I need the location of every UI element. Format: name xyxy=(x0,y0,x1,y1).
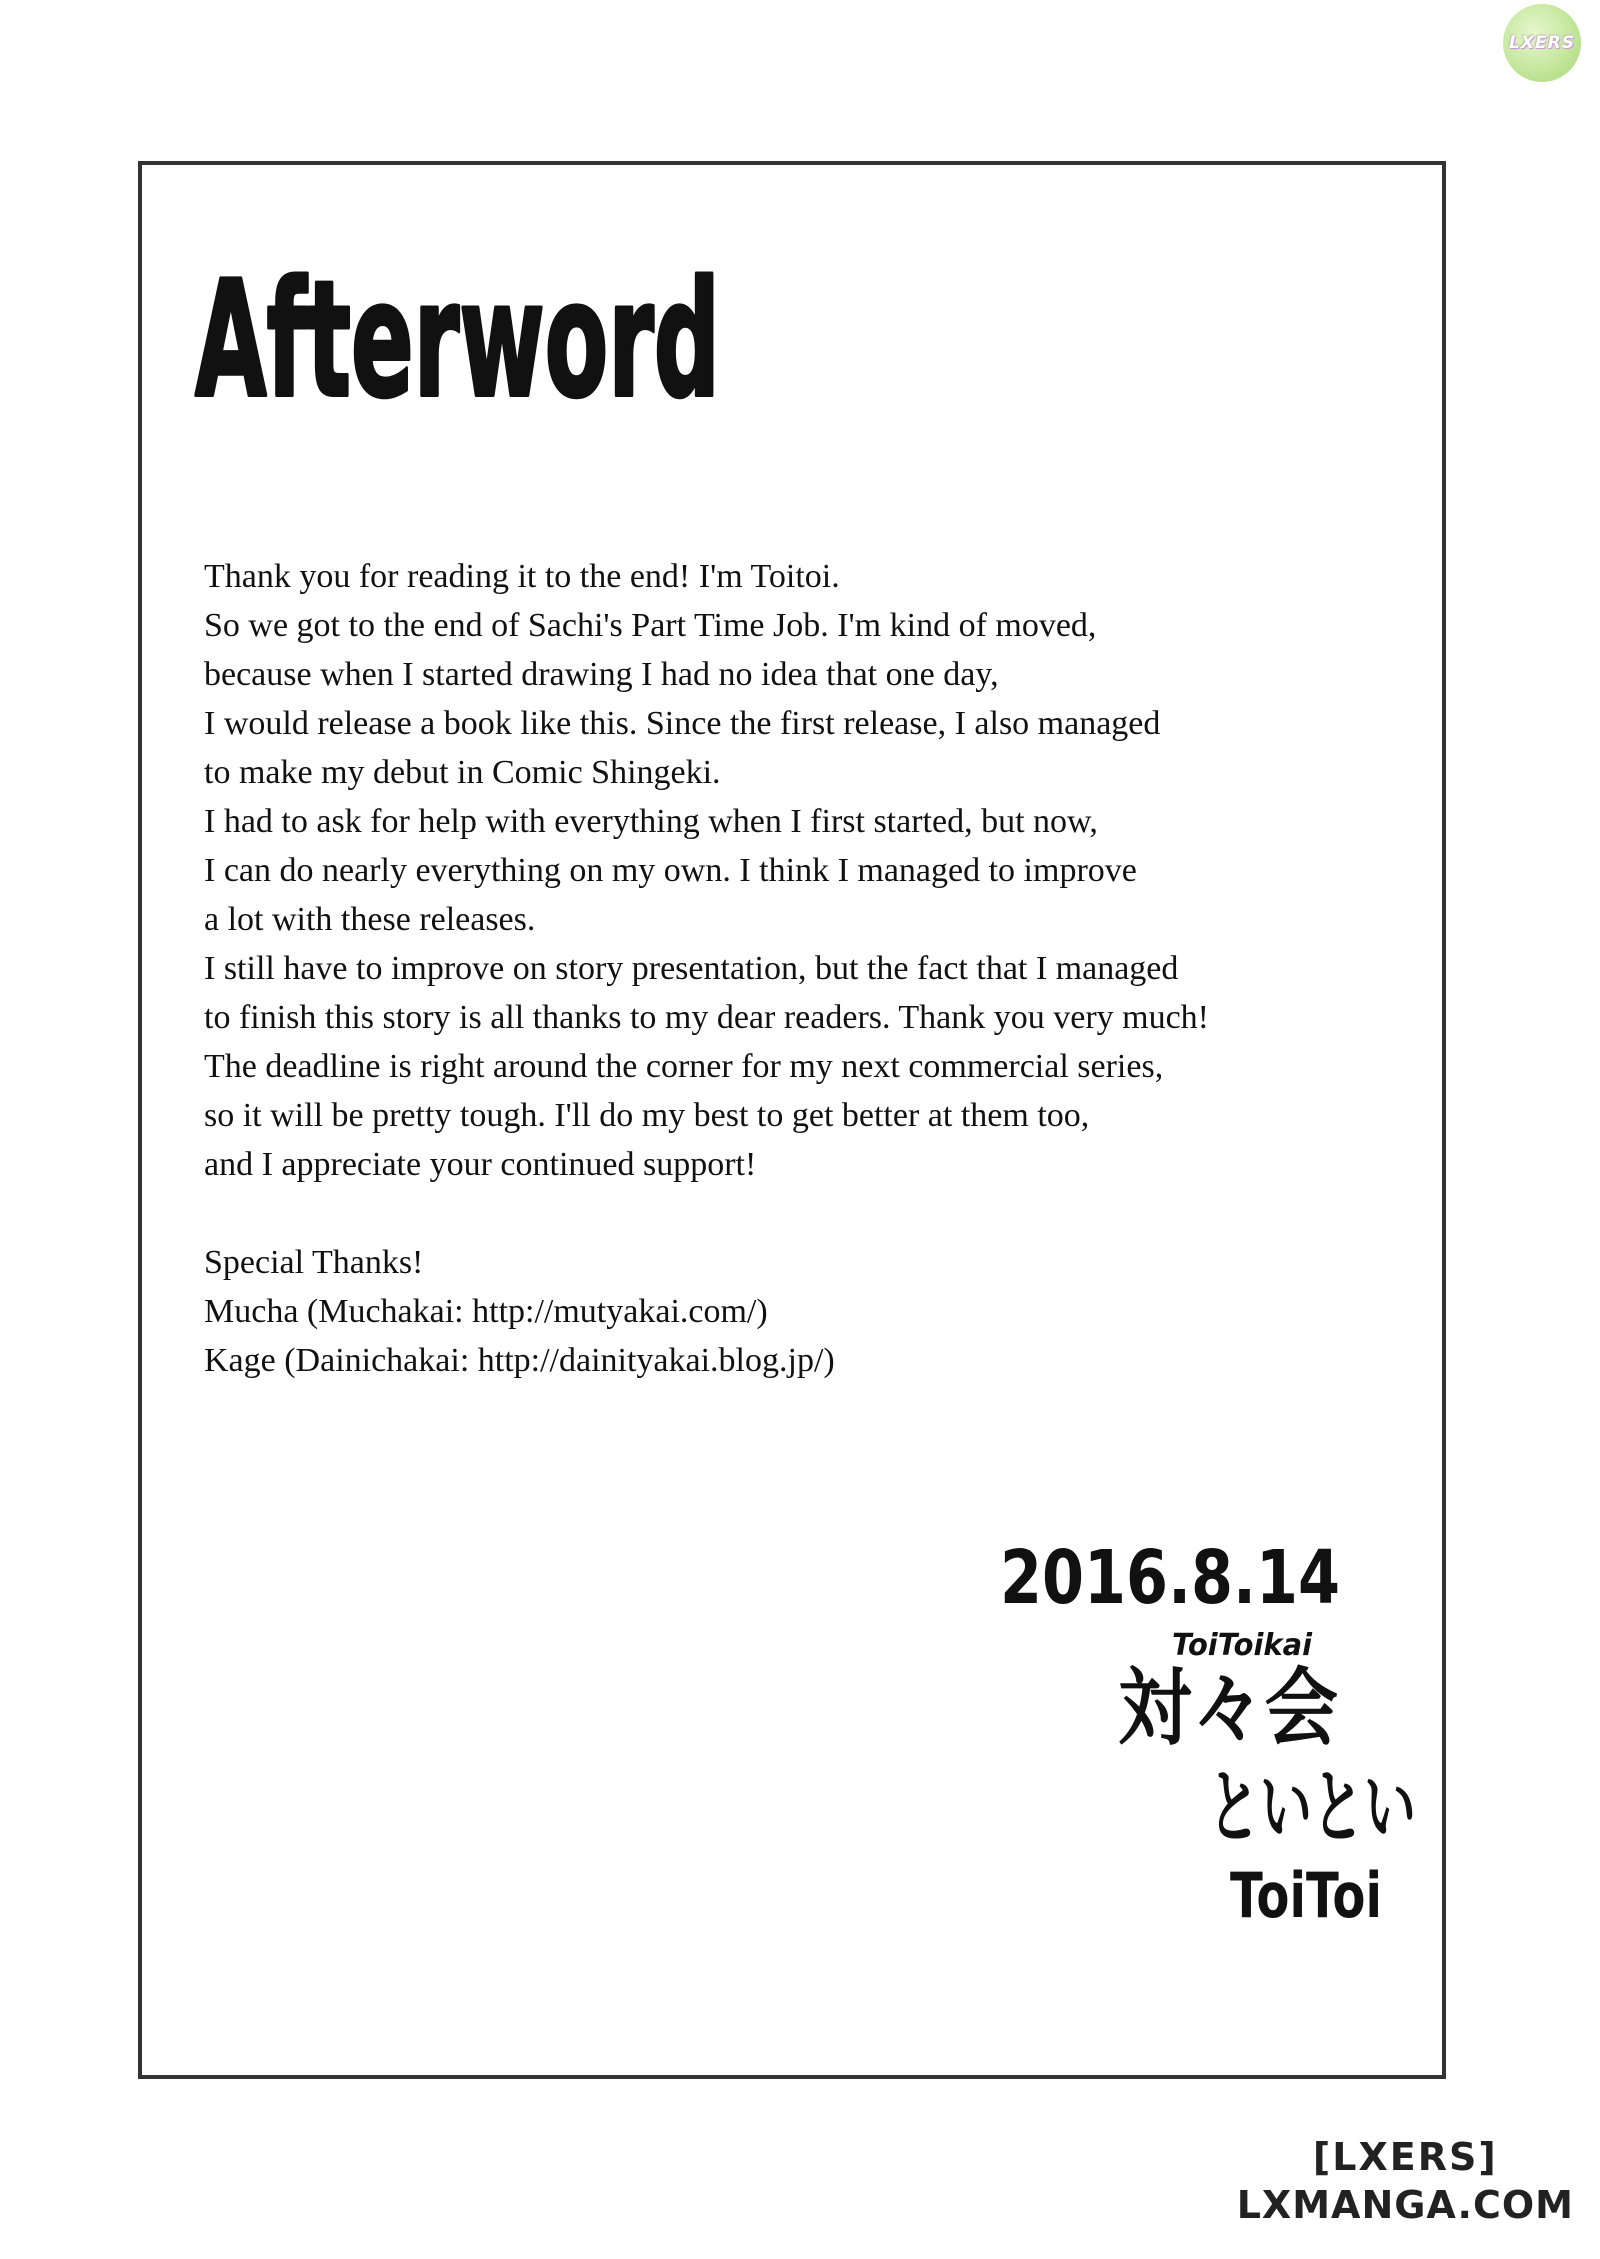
body-line: so it will be pretty tough. I'll do my best to get better at them too, xyxy=(204,1097,1090,1134)
signature-drawing xyxy=(990,1515,1430,1935)
signature-circle-romaji: ToiToikai xyxy=(1172,1628,1313,1663)
signature-author-kana: といとい xyxy=(1208,1761,1416,1854)
afterword-title xyxy=(195,245,735,455)
signature-circle-kanji: 対々会 xyxy=(1118,1659,1338,1757)
handwritten-signature xyxy=(990,1515,1430,1935)
watermark-tag: [LXERS] xyxy=(1312,2135,1498,2179)
site-watermark xyxy=(1237,2134,1574,2230)
thanks-line: Mucha (Muchakai: http://mutyakai.com/) xyxy=(204,1293,768,1330)
body-line: because when I started drawing I had no idea that one day, xyxy=(204,656,999,693)
body-line: The deadline is right around the corner for my next commercial series, xyxy=(204,1048,1164,1085)
lxers-logo-badge xyxy=(1503,4,1581,82)
body-line: I would release a book like this. Since the first release, I also managed xyxy=(204,705,1161,742)
afterword-title-drawing xyxy=(195,245,735,455)
body-line: Thank you for reading it to the end! I'm Toitoi. xyxy=(204,558,840,595)
body-line: So we got to the end of Sachi's Part Time Job. I'm kind of moved, xyxy=(204,607,1097,644)
body-line: a lot with these releases. xyxy=(204,901,536,938)
body-line: I can do nearly everything on my own. I think I managed to improve xyxy=(204,852,1137,889)
body-line: and I appreciate your continued support! xyxy=(204,1146,757,1183)
paragraph-gap xyxy=(204,1189,1384,1238)
signature-author-romaji: ToiToi xyxy=(1230,1859,1382,1932)
signature-date: 2016.8.14 xyxy=(1000,1535,1340,1621)
afterword-body xyxy=(204,552,1384,1385)
logo-text: LXERS xyxy=(1509,33,1575,53)
watermark-site: LXMANGA.COM xyxy=(1236,2183,1574,2227)
body-line: I had to ask for help with everything when I first started, but now, xyxy=(204,803,1098,840)
special-thanks xyxy=(204,1238,1384,1385)
body-line: to finish this story is all thanks to my dear readers. Thank you very much! xyxy=(204,999,1210,1036)
special-thanks-heading: Special Thanks! xyxy=(204,1244,424,1281)
thanks-line: Kage (Dainichakai: http://dainityakai.blog.jp/) xyxy=(204,1342,835,1379)
body-line: to make my debut in Comic Shingeki. xyxy=(204,754,721,791)
afterword-paragraphs xyxy=(204,552,1384,1189)
body-line: I still have to improve on story presentation, but the fact that I managed xyxy=(204,950,1179,987)
title-text: Afterword xyxy=(195,246,720,433)
